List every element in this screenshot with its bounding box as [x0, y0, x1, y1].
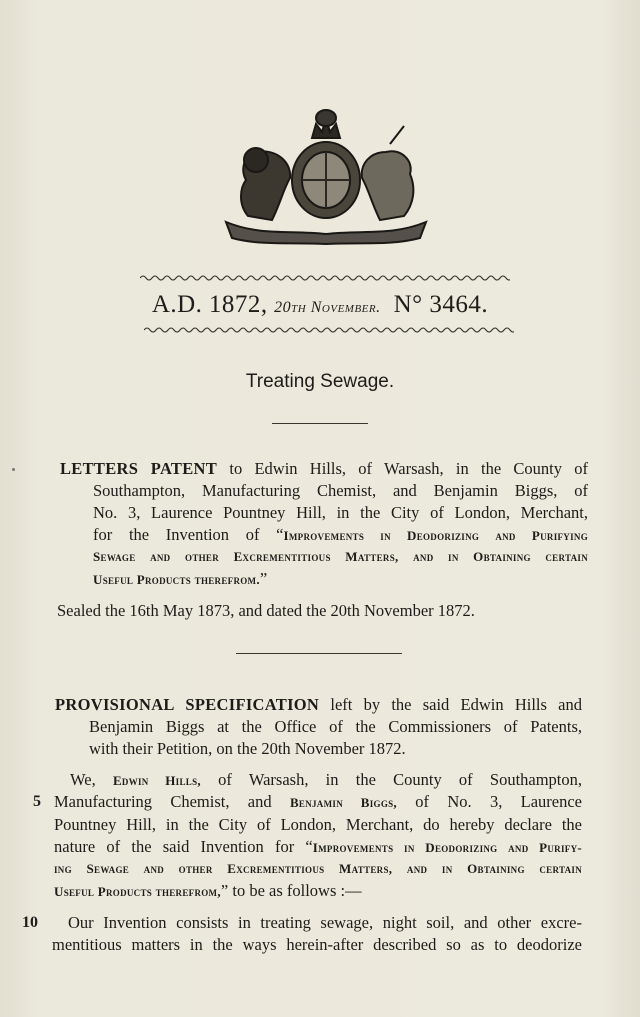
patent-heading [0, 291, 640, 319]
provisional-line-2: Benjamin Biggs at the Office of the Commissioners of Patents, [89, 717, 582, 736]
letters-patent-lead: LETTERS PATENT [60, 459, 218, 478]
body-paragraph [54, 791, 582, 903]
letters-patent-line-3: No. 3, Laurence Pountney Hill, in the City of London, Merchant, [93, 502, 588, 522]
document-title: Treating Sewage. [245, 371, 395, 392]
letters-patent-line-5: Sewage and other Excrementitious Matters, and in Obtaining certain [93, 549, 588, 565]
body-line-4: nature of the said Invention for “Improvements in Deodorizing and Purify- [54, 836, 582, 856]
ornamental-rule-top [140, 274, 510, 282]
year: 1872, [208, 291, 268, 318]
provisional-paragraph [55, 694, 582, 716]
body-first-line: We, Edwin Hills, of Warsash, in the County of Southampton, [70, 770, 583, 789]
patent-number: N° 3464. [393, 291, 489, 318]
body-line-6: Useful Products therefrom,” to be as follows :— [54, 881, 362, 901]
letters-patent-continuation [93, 480, 588, 591]
body-line-5: ing Sewage and other Excrementitious Matters, and in Obtaining certain [54, 861, 582, 877]
ornamental-rule-bottom [144, 326, 514, 334]
letters-patent-paragraph [60, 458, 588, 480]
provisional-continuation [89, 716, 582, 760]
section-divider [236, 653, 402, 654]
body-line-2: Manufacturing Chemist, and Benjamin Biggs, of No. 3, Laurence [54, 792, 583, 811]
royal-coat-of-arms-emblem [220, 104, 432, 246]
line-number-10: 10 [22, 914, 38, 931]
provisional-line-3: with their Petition, on the 20th November 1872. [89, 738, 406, 758]
patent-date: 20th November. [274, 299, 381, 316]
body-second-paragraph: mentitious matters in the ways herein-after described so as to deodorize [52, 935, 582, 954]
line-number-5: 5 [33, 793, 41, 810]
body-second-paragraph-first-line: Our Invention consists in treating sewage, night soil, and other excre- [68, 913, 582, 932]
margin-mark [12, 468, 15, 471]
title-underline [272, 423, 368, 424]
letters-patent-line-1: LETTERS PATENT to Edwin Hills, of Warsash, in the County of [60, 459, 589, 478]
body-line-3: Pountney Hill, in the City of London, Merchant, do hereby declare the [54, 814, 582, 834]
sealed-line: Sealed the 16th May 1873, and dated the 20th November 1872. [57, 601, 475, 620]
letters-patent-line-4: for the Invention of “Improvements in Deodorizing and Purifying [93, 524, 588, 544]
provisional-line-1: PROVISIONAL SPECIFICATION left by the said Edwin Hills and [55, 695, 582, 714]
letters-patent-line-2: Southampton, Manufacturing Chemist, and Benjamin Biggs, of [93, 481, 588, 500]
provisional-lead: PROVISIONAL SPECIFICATION [55, 695, 320, 714]
ad-label: A.D. [151, 291, 203, 318]
letters-patent-line-6: Useful Products therefrom.” [93, 569, 268, 589]
